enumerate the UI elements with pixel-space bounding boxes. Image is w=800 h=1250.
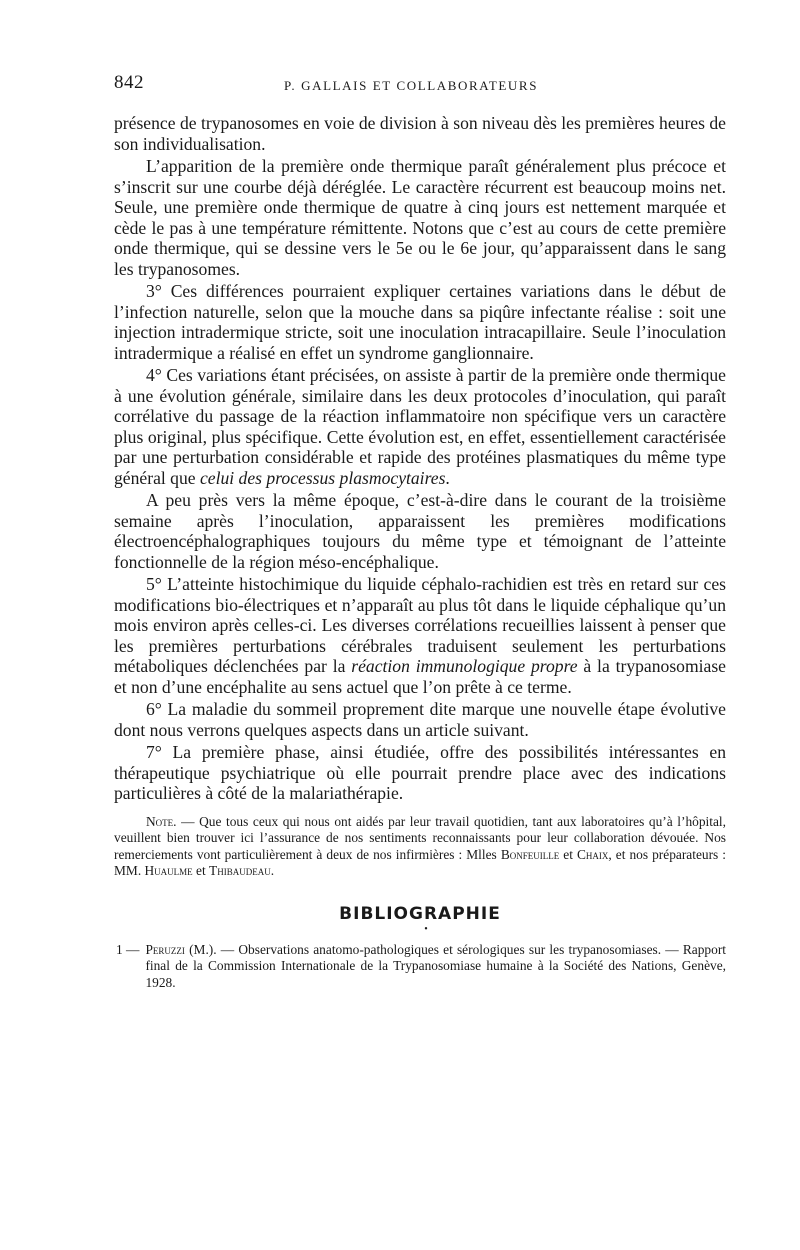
- paragraph-1: présence de trypanosomes en voie de division à son niveau dès les premières heures de son individualisation.: [114, 113, 726, 154]
- paragraph-4: [114, 365, 726, 488]
- running-head: P. GALLAIS ET COLLABORATEURS: [284, 78, 539, 93]
- page-header: [114, 72, 726, 98]
- paragraph-6-end: à la trypanosomiase et non d’une encéphalite au sens actuel que l’on prête à ce terme.: [114, 656, 726, 697]
- note-and-2: et: [192, 863, 210, 879]
- paragraph-6-text: 5° L’atteinte histochimique du liquide céphalo-rachidien est très en retard sur ces modifications bio-électriques et n’apparaît au plus tôt dans le liquide céphalique qu’un mois environ après celles-ci. Les diverses corrélations recueillies laissent à penser que les premières perturbations cérébrales traduisent seulement les perturbations métaboliques déclenchées par la: [114, 574, 726, 676]
- note-end: .: [270, 863, 275, 879]
- note-name-1: Bonfeuille: [500, 846, 560, 862]
- note-title-prefix: Mlles: [466, 846, 497, 862]
- acknowledgement-note: [114, 814, 726, 880]
- note-name-3: Huaulme: [144, 863, 193, 879]
- bibliography-dot: •: [424, 923, 428, 935]
- paragraph-6: [114, 574, 726, 697]
- paragraph-2: L’apparition de la première onde thermique paraît généralement plus précoce et s’inscrit sur une courbe déjà déréglée. Le caractère récurrent est beaucoup moins net. Seule, une première onde thermique de quatre à cinq jours est nettement marquée et cède le pas à une température rémittente. Notons que c’est au cours de cette première onde thermique, qui se dessine vers le 5e ou le 6e jour, qu’apparaissent dans le sang les trypanosomes.: [114, 156, 726, 279]
- note-name-4: Thibaudeau: [209, 863, 271, 879]
- paragraph-4-emphasis: celui des processus plasmocytaires: [199, 467, 446, 488]
- paragraph-4-text: 4° Ces variations étant précisées, on assiste à partir de la première onde thermique à une évolution générale, similaire dans les deux protocoles d’inoculation, qui paraît corrélative du passage de la réaction inflammatoire non spécifique vers un caractère plus original, plus spécifique. Cette évolution est, en effet, essentiellement caractérisée par une perturbation considérable et rapide des protéines plasmatiques du même type général que: [114, 365, 726, 488]
- ref-body: — Observations anatomo-pathologiques et sérologiques sur les trypanosomiases. — Rapport final de la Commission Internationale de la Trypanosomiase humaine à la Société des Nations, Genève, 1928.: [145, 941, 726, 991]
- paragraph-6-emphasis: réaction immunologique propre: [351, 656, 578, 676]
- page-number: 842: [114, 72, 144, 93]
- note-label: Note.: [146, 813, 177, 829]
- ref-initial: (M.).: [184, 941, 217, 957]
- paragraph-8: 7° La première phase, ainsi étudiée, offre des possibilités intéressantes en thérapeutique psychiatrique où elle pourrait prendre place avec des indications particulières à côté de la malariathérapie.: [114, 742, 726, 803]
- ref-text: [145, 942, 726, 992]
- paragraph-4-end: .: [445, 467, 450, 488]
- note-text-2: , et nos préparateurs : MM.: [114, 846, 727, 879]
- bibliography-ref-1: [114, 942, 726, 992]
- paragraph-5: A peu près vers la même époque, c’est-à-dire dans le courant de la troisième semaine après l’inoculation, apparaissent les premières modifications électroencéphalographiques toujours du même type et témoignant de l’atteinte fonctionnelle de la région méso-encéphalique.: [114, 490, 726, 572]
- paragraph-7: 6° La maladie du sommeil proprement dite marque une nouvelle étape évolutive dont nous verrons quelques aspects dans un article suivant.: [114, 699, 726, 740]
- article-body: [114, 113, 726, 992]
- paragraph-3: 3° Ces différences pourraient expliquer certaines variations dans le début de l’infection naturelle, selon que la mouche dans sa piqûre infectante réalise : soit une injection intradermique stricte, soit une inoculation intracapillaire. Seule l’inoculation intradermique a réalisé en effet un syndrome ganglionnaire.: [114, 281, 726, 363]
- note-and-1: et: [559, 846, 577, 862]
- ref-author: Peruzzi: [145, 941, 185, 957]
- ref-number: 1 —: [116, 941, 140, 957]
- bibliography-title: BIBLIOGRAPHIE: [339, 903, 501, 924]
- note-name-2: Chaix: [576, 846, 609, 862]
- note-text-1: — Que tous ceux qui nous ont aidés par leur travail quotidien, tant aux laboratoires qu’à l’hôpital, veuillent bien trouver ici l’assurance de nos sentiments reconnaissants pour leur collaboration dévouée. Nos remerciements vont particulièrement à deux de nos infirmières :: [114, 813, 726, 862]
